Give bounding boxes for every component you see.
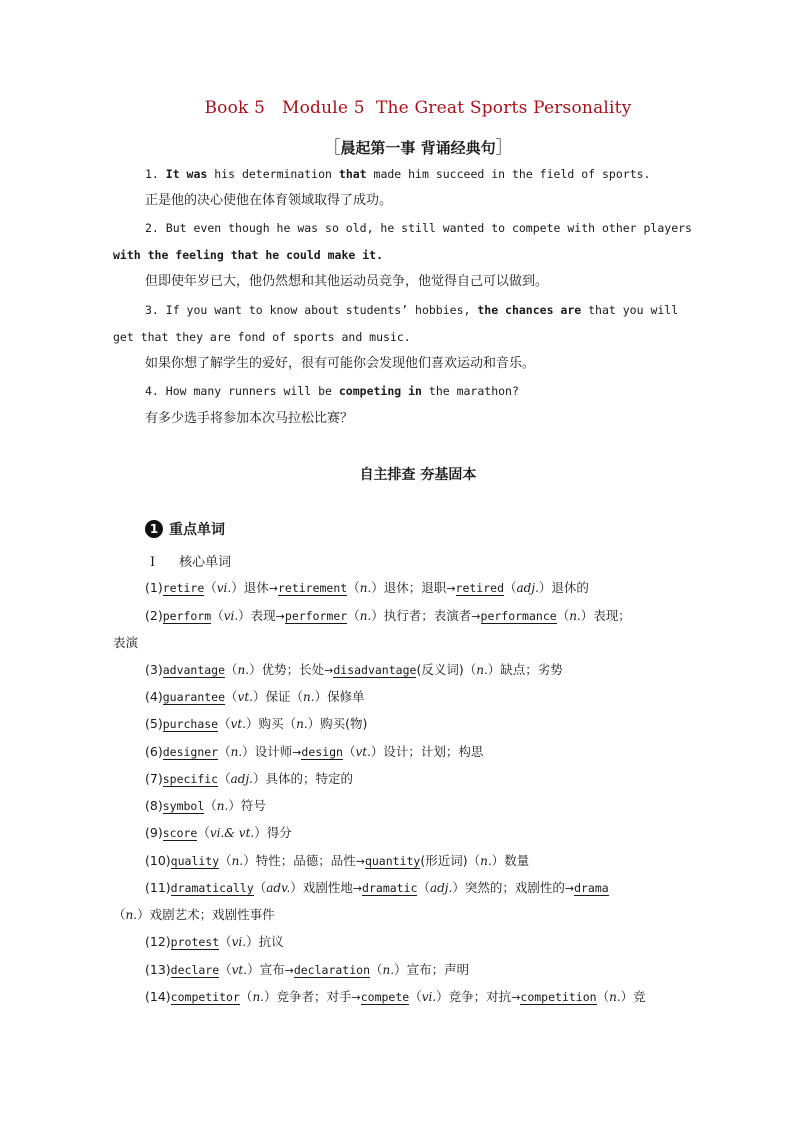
vocab-text: ） xyxy=(242,744,255,759)
vocab-text: ） xyxy=(452,880,465,895)
subtitle-text: 晨起第一事 背诵经典句 xyxy=(340,139,496,157)
part-of-speech: vi. xyxy=(421,990,437,1004)
vocab-text: 优势；长处 xyxy=(261,662,325,677)
sentence-2-en xyxy=(145,220,715,237)
part-of-speech: n. xyxy=(476,663,488,677)
vocab-word: performance xyxy=(480,609,557,623)
vocab-word: disadvantage xyxy=(333,663,417,677)
vocab-word: purchase xyxy=(162,717,219,731)
part-of-speech: n. xyxy=(216,799,229,813)
arrow-icon: → xyxy=(446,582,456,595)
core-words-label: 核心单词 xyxy=(179,555,232,570)
arrow-icon: → xyxy=(352,882,363,895)
vocab-item-9 xyxy=(145,824,292,842)
vocab-text: （ xyxy=(218,744,231,759)
vocab-text: （ xyxy=(463,662,477,677)
roman-numeral: Ⅰ xyxy=(150,555,156,570)
arrow-icon: → xyxy=(275,610,285,623)
vocab-text: （ xyxy=(218,716,231,731)
vocab-item-4 xyxy=(145,688,365,706)
vocab-text: 表现； xyxy=(593,608,631,623)
subtitle-bracket-left: ［ xyxy=(323,138,341,158)
vocab-text: ） xyxy=(253,771,266,786)
vocab-item-13 xyxy=(145,961,469,979)
vocab-text: （ xyxy=(218,771,231,786)
vocab-text: 设计；计划；构思 xyxy=(383,744,484,759)
vocab-text: (14) xyxy=(145,989,171,1004)
arrow-icon: → xyxy=(292,746,302,759)
section-title: 自主排查 夯基固本 xyxy=(359,467,477,483)
vocab-text: 退休的 xyxy=(551,580,589,595)
sentence-3-zh: 如果你想了解学生的爱好，很有可能你会发现他们喜欢运动和音乐。 xyxy=(145,356,536,371)
vocab-text: ） xyxy=(620,989,634,1004)
vocab-text: 戏剧艺术；戏剧性事件 xyxy=(149,907,275,922)
sentence-text: How many runners will be xyxy=(165,384,339,398)
vocab-section-header xyxy=(145,519,225,539)
vocab-text: 宣布；声明 xyxy=(406,962,470,977)
vocab-text: 宣布 xyxy=(259,962,285,977)
vocab-text: 具体的；特定的 xyxy=(265,771,354,786)
vocab-text: ） xyxy=(249,662,262,677)
sentence-text: his determination xyxy=(207,167,339,181)
vocab-text: （ xyxy=(225,689,238,704)
vocab-item-1 xyxy=(145,579,589,597)
vocab-word: performer xyxy=(284,609,348,623)
part-of-speech: n. xyxy=(480,854,492,868)
arrow-icon: → xyxy=(284,964,294,977)
vocab-text: ） xyxy=(436,989,449,1004)
vocab-text: 数量 xyxy=(504,853,530,868)
vocab-text: ） xyxy=(243,853,256,868)
arrow-icon: → xyxy=(268,582,278,595)
vocab-word: competition xyxy=(520,990,597,1004)
sentence-1-zh: 正是他的决心使他在体育领域取得了成功。 xyxy=(145,193,393,208)
part-of-speech: n. xyxy=(609,990,621,1004)
vocab-item-7 xyxy=(145,770,353,788)
vocab-text: ） xyxy=(137,907,150,922)
vocab-text: （ xyxy=(347,580,360,595)
part-of-speech: vi. xyxy=(223,609,239,623)
vocab-text: 退休；退职 xyxy=(383,580,447,595)
vocab-text: （ xyxy=(342,744,356,759)
part-of-speech: vi. xyxy=(231,935,247,949)
part-of-speech: adj. xyxy=(516,581,539,595)
part-of-speech: vi. xyxy=(216,581,232,595)
vocab-word: score xyxy=(162,826,198,840)
vocab-item-2-cont: 表演 xyxy=(113,635,139,650)
part-of-speech: n. xyxy=(359,609,372,623)
vocab-text: ） xyxy=(371,608,384,623)
vocab-text: 购买(物) xyxy=(320,716,368,731)
sentence-text: made him succeed in the field of sports. xyxy=(366,167,651,181)
vocab-text: (1) xyxy=(145,580,163,595)
vocab-text: （ xyxy=(253,880,267,895)
arrow-icon: → xyxy=(511,991,521,1004)
vocab-item-10 xyxy=(145,852,529,870)
sentence-number: 3. xyxy=(145,303,166,317)
subtitle-bracket-right: ］ xyxy=(495,138,513,158)
vocab-item-12 xyxy=(145,933,284,951)
vocab-text: (形近词) xyxy=(420,853,468,868)
sentence-text: the marathon? xyxy=(421,384,519,398)
vocab-text: （ xyxy=(225,662,238,677)
arrow-icon: → xyxy=(564,882,575,895)
vocab-text: 竞 xyxy=(633,989,646,1004)
vocab-text: ） xyxy=(371,580,384,595)
page-title: Book 5 Module 5 The Great Sports Personality xyxy=(204,98,632,118)
vocab-text: 表现 xyxy=(250,608,276,623)
vocab-text: （ xyxy=(417,880,430,895)
part-of-speech: n. xyxy=(382,963,395,977)
circled-number-icon: 1 xyxy=(145,520,163,538)
vocab-text: ） xyxy=(238,608,251,623)
vocab-text: ） xyxy=(246,934,259,949)
vocab-text: ） xyxy=(231,580,244,595)
part-of-speech: n. xyxy=(230,745,243,759)
vocab-text: （ xyxy=(113,907,126,922)
vocab-word: symbol xyxy=(162,799,205,813)
key-phrase: that xyxy=(338,167,367,181)
sentence-2-zh: 但即使年岁已大，他仍然想和其他运动员竞争，他觉得自己可以做到。 xyxy=(145,274,549,289)
vocab-word: protest xyxy=(170,935,220,949)
vocab-item-6 xyxy=(145,743,483,761)
sentence-number: 4. xyxy=(145,384,166,398)
vocab-text: (13) xyxy=(145,962,171,977)
vocab-text: （ xyxy=(290,689,304,704)
vocab-text: 缺点；劣势 xyxy=(500,662,563,677)
vocab-word: declaration xyxy=(293,963,370,977)
key-phrase: It was xyxy=(165,167,208,181)
vocab-word: drama xyxy=(574,881,609,895)
vocab-word: competitor xyxy=(170,990,240,1004)
sentence-text: If you want to know about students’ hobbies, xyxy=(165,303,478,317)
sentence-3-en-cont: get that they are fond of sports and music. xyxy=(113,330,411,344)
vocab-text: (7) xyxy=(145,771,163,786)
sentence-number: 2. xyxy=(145,221,166,235)
vocab-text: (反义词) xyxy=(416,662,464,677)
vocab-word: declare xyxy=(170,963,220,977)
vocab-text: 符号 xyxy=(240,798,266,813)
vocab-text: ） xyxy=(538,580,552,595)
part-of-speech: n. xyxy=(231,854,244,868)
arrow-icon: → xyxy=(351,991,361,1004)
vocab-text: ） xyxy=(254,825,267,840)
vocab-word: compete xyxy=(360,990,410,1004)
page-subtitle xyxy=(0,133,794,158)
vocab-word: guarantee xyxy=(162,690,226,704)
vocab-word: quality xyxy=(170,854,220,868)
arrow-icon: → xyxy=(324,664,334,677)
part-of-speech: adj. xyxy=(429,881,453,895)
vocab-text: (11) xyxy=(145,880,171,895)
part-of-speech: n. xyxy=(359,581,372,595)
vocab-word: dramatic xyxy=(362,881,418,895)
vocab-section-title: 重点单词 xyxy=(169,522,225,538)
vocab-text: （ xyxy=(219,853,232,868)
vocab-text: (6) xyxy=(145,744,163,759)
vocab-text: （ xyxy=(556,608,570,623)
sentence-text: But even though he was so old, he still wanted to compete with other players xyxy=(165,221,692,235)
sentence-2-en-cont: with the feeling that he could make it. xyxy=(113,248,384,262)
vocab-word: designer xyxy=(162,745,219,759)
core-words-header xyxy=(150,551,231,570)
vocab-text: (4) xyxy=(145,689,163,704)
vocab-text: （ xyxy=(204,798,217,813)
vocab-text: (10) xyxy=(145,853,171,868)
vocab-text: (9) xyxy=(145,825,163,840)
vocab-item-8 xyxy=(145,797,266,815)
vocab-text: (12) xyxy=(145,934,171,949)
vocab-text: 戏剧性地 xyxy=(302,880,353,895)
part-of-speech: vt. xyxy=(237,690,253,704)
vocab-text: (8) xyxy=(145,798,163,813)
vocab-text: （ xyxy=(283,716,297,731)
vocab-text: （ xyxy=(219,962,232,977)
vocab-text: ） xyxy=(370,744,384,759)
vocab-text: ） xyxy=(394,962,407,977)
arrow-icon: → xyxy=(355,855,365,868)
sentence-number: 1. xyxy=(145,167,166,181)
vocab-word: retired xyxy=(455,581,504,595)
vocab-text: （ xyxy=(204,580,217,595)
key-phrase: competing in xyxy=(338,384,422,398)
part-of-speech: vt. xyxy=(355,745,371,759)
vocab-word: quantity xyxy=(364,854,421,868)
vocab-text: 突然的；戏剧性的 xyxy=(464,880,565,895)
part-of-speech: vt. xyxy=(230,717,247,731)
vocab-text: ） xyxy=(307,716,321,731)
vocab-text: （ xyxy=(347,608,360,623)
sentence-text: that you will xyxy=(581,303,679,317)
part-of-speech: adv. xyxy=(266,881,291,895)
vocab-text: ） xyxy=(228,798,241,813)
vocab-text: (3) xyxy=(145,662,163,677)
vocab-text: （ xyxy=(219,934,232,949)
part-of-speech: n. xyxy=(303,690,315,704)
vocab-text: 保证 xyxy=(265,689,291,704)
vocab-text: ） xyxy=(252,689,266,704)
part-of-speech: vt. xyxy=(231,963,248,977)
vocab-text: ） xyxy=(246,716,259,731)
vocab-word: retirement xyxy=(277,581,348,595)
sentence-4-en xyxy=(145,383,715,400)
vocab-text: (2) xyxy=(145,608,163,623)
part-of-speech: n. xyxy=(296,717,308,731)
vocab-item-2 xyxy=(145,607,631,625)
vocab-text: ） xyxy=(314,689,328,704)
vocab-word: specific xyxy=(162,772,219,786)
arrow-icon: → xyxy=(471,610,481,623)
vocab-text: （ xyxy=(197,825,210,840)
sentence-3-en xyxy=(145,302,715,319)
vocab-text: ） xyxy=(247,962,260,977)
vocab-text: （ xyxy=(239,989,253,1004)
part-of-speech: n. xyxy=(125,908,138,922)
vocab-item-11-cont xyxy=(113,906,275,924)
vocab-text: （ xyxy=(409,989,422,1004)
sentence-4-zh: 有多少选手将参加本次马拉松比赛？ xyxy=(145,411,354,426)
part-of-speech: adj. xyxy=(230,772,253,786)
vocab-text: 设计师 xyxy=(254,744,293,759)
vocab-text: （ xyxy=(370,962,383,977)
part-of-speech: vi.& vt. xyxy=(209,826,255,840)
vocab-text: 执行者；表演者 xyxy=(383,608,472,623)
vocab-word: perform xyxy=(162,609,212,623)
vocab-text: (5) xyxy=(145,716,163,731)
part-of-speech: n. xyxy=(569,609,581,623)
vocab-word: retire xyxy=(162,581,205,595)
vocab-item-5 xyxy=(145,715,367,733)
vocab-text: 特性；品德；品性 xyxy=(255,853,356,868)
vocab-item-14 xyxy=(145,988,646,1006)
vocab-text: 保修单 xyxy=(327,689,365,704)
vocab-text: ） xyxy=(580,608,594,623)
vocab-item-3 xyxy=(145,661,563,679)
vocab-text: （ xyxy=(504,580,517,595)
vocab-word: dramatically xyxy=(170,881,254,895)
vocab-text: 竞争；对抗 xyxy=(448,989,512,1004)
part-of-speech: n. xyxy=(252,990,264,1004)
vocab-text: 购买 xyxy=(258,716,284,731)
vocab-text: ） xyxy=(487,662,501,677)
part-of-speech: n. xyxy=(237,663,250,677)
vocab-text: 得分 xyxy=(266,825,292,840)
vocab-word: advantage xyxy=(162,663,226,677)
vocab-text: 退休 xyxy=(243,580,269,595)
vocab-text: （ xyxy=(596,989,610,1004)
vocab-text: ） xyxy=(290,880,303,895)
vocab-word: design xyxy=(301,745,343,759)
vocab-item-11 xyxy=(145,879,609,897)
vocab-text: 抗议 xyxy=(258,934,284,949)
vocab-text: （ xyxy=(467,853,481,868)
vocab-text: ） xyxy=(263,989,277,1004)
vocab-text: 竞争者；对手 xyxy=(276,989,352,1004)
vocab-text: ） xyxy=(491,853,505,868)
sentence-1-en xyxy=(145,166,715,183)
key-phrase: the chances are xyxy=(477,303,582,317)
vocab-text: （ xyxy=(211,608,224,623)
